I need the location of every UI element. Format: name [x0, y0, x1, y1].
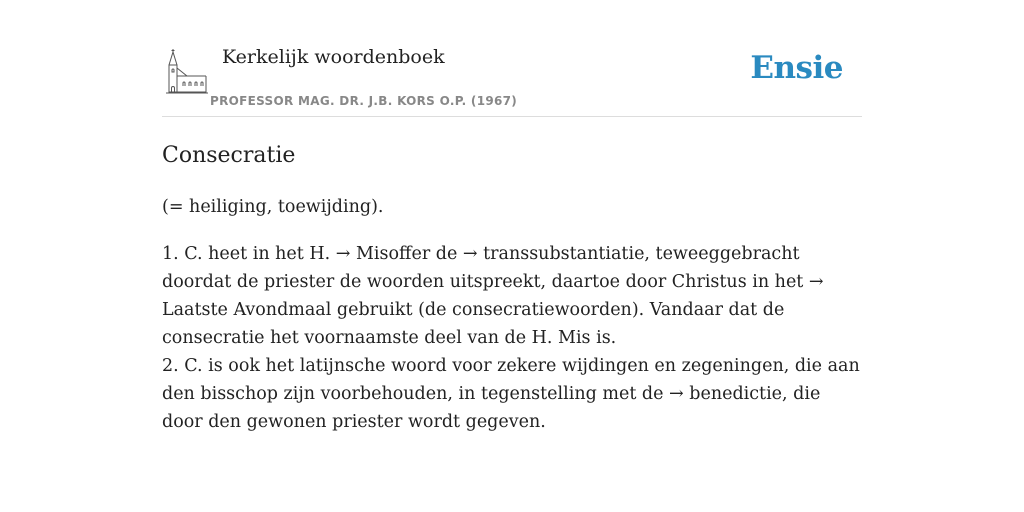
entry-body — [162, 193, 862, 436]
entry-title: Consecratie — [162, 143, 296, 168]
link-transsubstantiatie[interactable]: → transsubstantiatie — [462, 244, 645, 264]
book-author: PROFESSOR MAG. DR. J.B. KORS O.P. (1967) — [210, 94, 518, 108]
book-title-link[interactable]: Kerkelijk woordenboek — [222, 46, 445, 68]
paragraph-text: , die door den gewonen priester wordt gegeven. — [162, 384, 821, 432]
link-misoffer[interactable]: → Misoffer — [335, 244, 431, 264]
paragraph-text: 1. C. heet in het H. — [162, 244, 336, 264]
entry-lead: (= heiliging, toewijding). — [162, 197, 384, 217]
link-laatste-avondmaal[interactable]: → Laatste Avondmaal — [162, 272, 824, 320]
paragraph-text: 2. C. is ook het latijnsche woord voor zekere wijdingen en zegeningen, die aan den bisschop zijn voorbehouden, in tegenstelling met de — [162, 356, 860, 404]
entry-paragraph-2 — [162, 352, 862, 436]
paragraph-text: gebruikt (de consecratiewoorden). Vandaar dat de consecratie het voornaamste deel van de H. Mis is. — [162, 300, 785, 348]
church-icon[interactable] — [164, 48, 208, 94]
paragraph-text: de — [430, 244, 463, 264]
paragraph-text: , teweeggebracht doordat de priester de woorden uitspreekt, daartoe door Christus in het — [162, 244, 809, 292]
ensie-logo[interactable]: Ensie — [750, 50, 843, 86]
page — [162, 0, 862, 436]
entry-paragraph-1 — [162, 240, 862, 352]
book-header — [162, 0, 862, 117]
link-benedictie[interactable]: → benedictie — [669, 384, 783, 404]
